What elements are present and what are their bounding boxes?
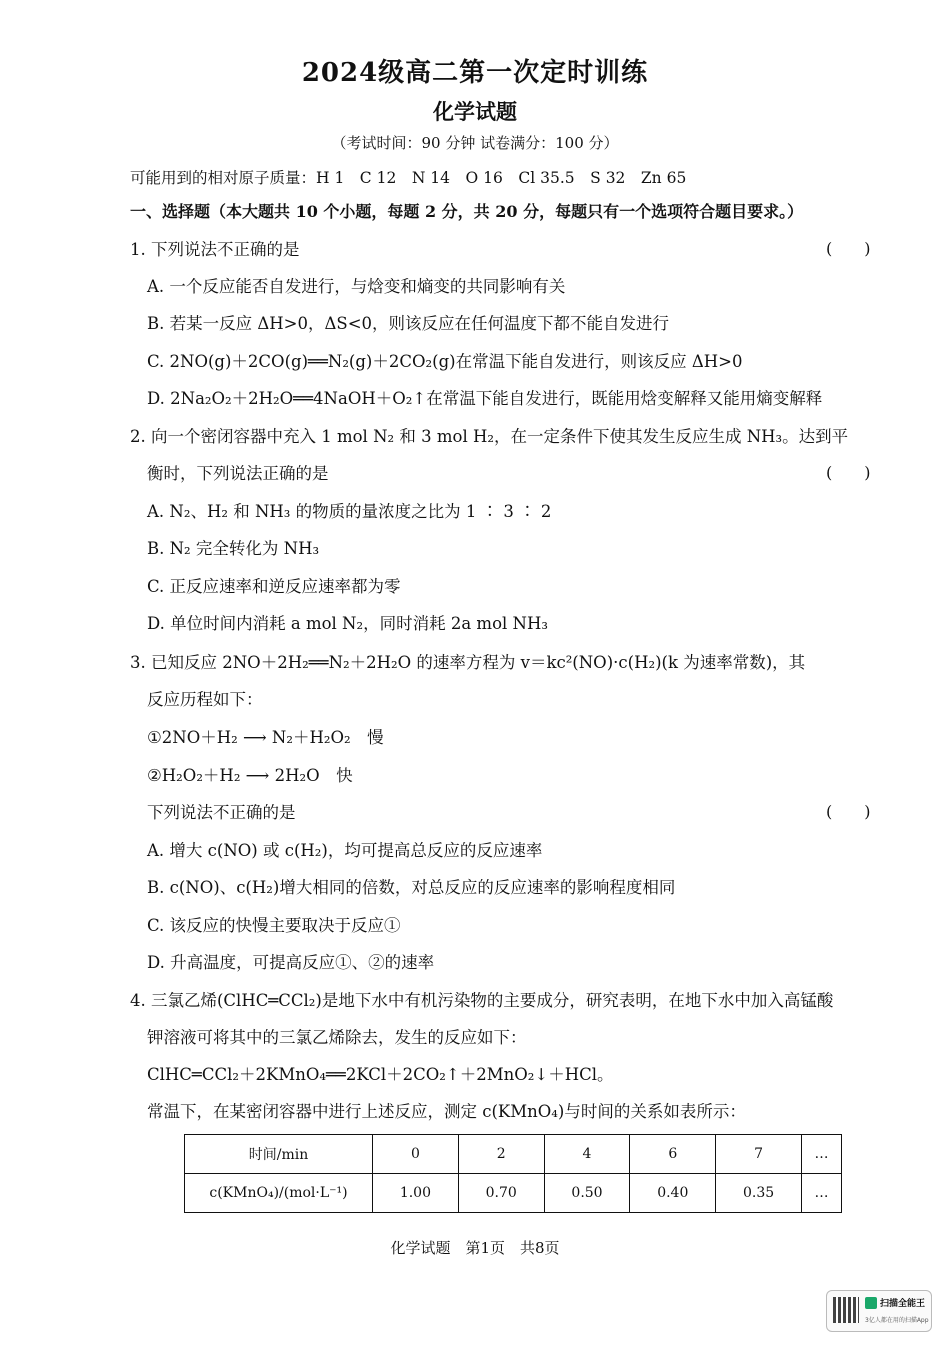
q2-option-c: C. 正反应速率和逆反应速率都为零 xyxy=(147,577,401,596)
table-cell: 2 xyxy=(458,1135,544,1174)
q2-option-d: D. 单位时间内消耗 a mol N₂，同时消耗 2a mol NH₃ xyxy=(147,614,548,633)
q1-answer-paren: ( ) xyxy=(826,239,871,258)
q1-stem: 1. 下列说法不正确的是 xyxy=(130,240,300,259)
table-cell: 0.40 xyxy=(630,1174,716,1213)
q2-option-a: A. N₂、H₂ 和 NH₃ 的物质的量浓度之比为 1 ∶ 3 ∶ 2 xyxy=(147,502,552,521)
q1-option-c: C. 2NO(g)＋2CO(g)══N₂(g)＋2CO₂(g)在常温下能自发进行，则该反应 ΔH>0 xyxy=(147,352,743,371)
q4-stem-line3: 常温下，在某密闭容器中进行上述反应，测定 c(KMnO₄)与时间的关系如表所示： xyxy=(147,1102,746,1121)
q1-option-a: A. 一个反应能否自发进行，与焓变和熵变的共同影响有关 xyxy=(147,277,566,296)
q2-answer-paren: ( ) xyxy=(826,463,871,482)
subject-title: 化学试题 xyxy=(433,99,517,124)
table-cell: 4 xyxy=(544,1135,630,1174)
table-cell: 6 xyxy=(630,1135,716,1174)
table-cell: 0 xyxy=(373,1135,459,1174)
q3-stem-line2: 反应历程如下： xyxy=(147,690,263,709)
q3-answer-paren: ( ) xyxy=(826,802,871,821)
q4-reaction: ClHC═CCl₂＋2KMnO₄══2KCl＋2CO₂↑＋2MnO₂↓＋HCl。 xyxy=(147,1065,614,1084)
watermark-tagline: 3亿人都在用的扫描App xyxy=(865,1317,929,1324)
table-header-time: 时间/min xyxy=(185,1135,373,1174)
page-footer: 化学试题 第1页 共8页 xyxy=(390,1239,560,1257)
table-row xyxy=(185,1174,842,1213)
table-cell: 0.50 xyxy=(544,1174,630,1213)
q3-step-2: ②H₂O₂＋H₂ ⟶ 2H₂O 快 xyxy=(147,766,353,785)
q2-option-b: B. N₂ 完全转化为 NH₃ xyxy=(147,539,320,558)
concentration-table xyxy=(184,1134,842,1213)
q1-option-b: B. 若某一反应 ΔH>0，ΔS<0，则该反应在任何温度下都不能自发进行 xyxy=(147,314,670,333)
table-row xyxy=(185,1135,842,1174)
q1-option-d: D. 2Na₂O₂＋2H₂O══4NaOH＋O₂↑在常温下能自发进行，既能用焓变解释又能用熵变解释 xyxy=(147,389,823,408)
q3-step-1: ①2NO＋H₂ ⟶ N₂＋H₂O₂ 慢 xyxy=(147,728,384,747)
section-heading: 一、选择题（本大题共 10 个小题，每题 2 分，共 20 分，每题只有一个选项符合题目要求。） xyxy=(130,202,804,221)
table-cell: … xyxy=(801,1174,841,1213)
q3-option-a: A. 增大 c(NO) 或 c(H₂)，均可提高总反应的反应速率 xyxy=(147,841,543,860)
table-cell: … xyxy=(801,1135,841,1174)
atomic-masses: 可能用到的相对原子质量：H 1 C 12 N 14 O 16 Cl 35.5 S 32 Zn 65 xyxy=(130,169,687,187)
q3-option-c: C. 该反应的快慢主要取决于反应① xyxy=(147,916,401,935)
camscanner-logo-icon xyxy=(865,1297,877,1309)
exam-info: （考试时间：90 分钟 试卷满分：100 分） xyxy=(331,134,619,152)
q2-stem-line1: 2. 向一个密闭容器中充入 1 mol N₂ 和 3 mol H₂，在一定条件下使其发生反应生成 NH₃。达到平 xyxy=(130,427,849,446)
q4-stem-line1: 4. 三氯乙烯(ClHC═CCl₂)是地下水中有机污染物的主要成分，研究表明，在地下水中加入高锰酸 xyxy=(130,991,834,1010)
table-cell: 0.35 xyxy=(716,1174,802,1213)
exam-title: 2024级高二第一次定时训练 xyxy=(301,58,649,88)
q3-option-d: D. 升高温度，可提高反应①、②的速率 xyxy=(147,953,435,972)
table-cell: 0.70 xyxy=(458,1174,544,1213)
q3-stem-line1: 3. 已知反应 2NO＋2H₂══N₂＋2H₂O 的速率方程为 v＝kc²(NO)·c(H₂)(k 为速率常数)，其 xyxy=(130,653,806,672)
qr-code-icon xyxy=(833,1297,859,1323)
q2-stem-line2: 衡时，下列说法正确的是 xyxy=(147,464,329,483)
watermark-app-name: 扫描全能王 xyxy=(880,1299,926,1309)
table-cell: 1.00 xyxy=(373,1174,459,1213)
q3-stem-line3: 下列说法不正确的是 xyxy=(147,803,296,822)
table-header-concentration: c(KMnO₄)/(mol·L⁻¹) xyxy=(185,1174,373,1213)
table-cell: 7 xyxy=(716,1135,802,1174)
q3-option-b: B. c(NO)、c(H₂)增大相同的倍数，对总反应的反应速率的影响程度相同 xyxy=(147,878,676,897)
scanner-watermark xyxy=(826,1290,932,1332)
q4-stem-line2: 钾溶液可将其中的三氯乙烯除去，发生的反应如下： xyxy=(147,1028,527,1047)
